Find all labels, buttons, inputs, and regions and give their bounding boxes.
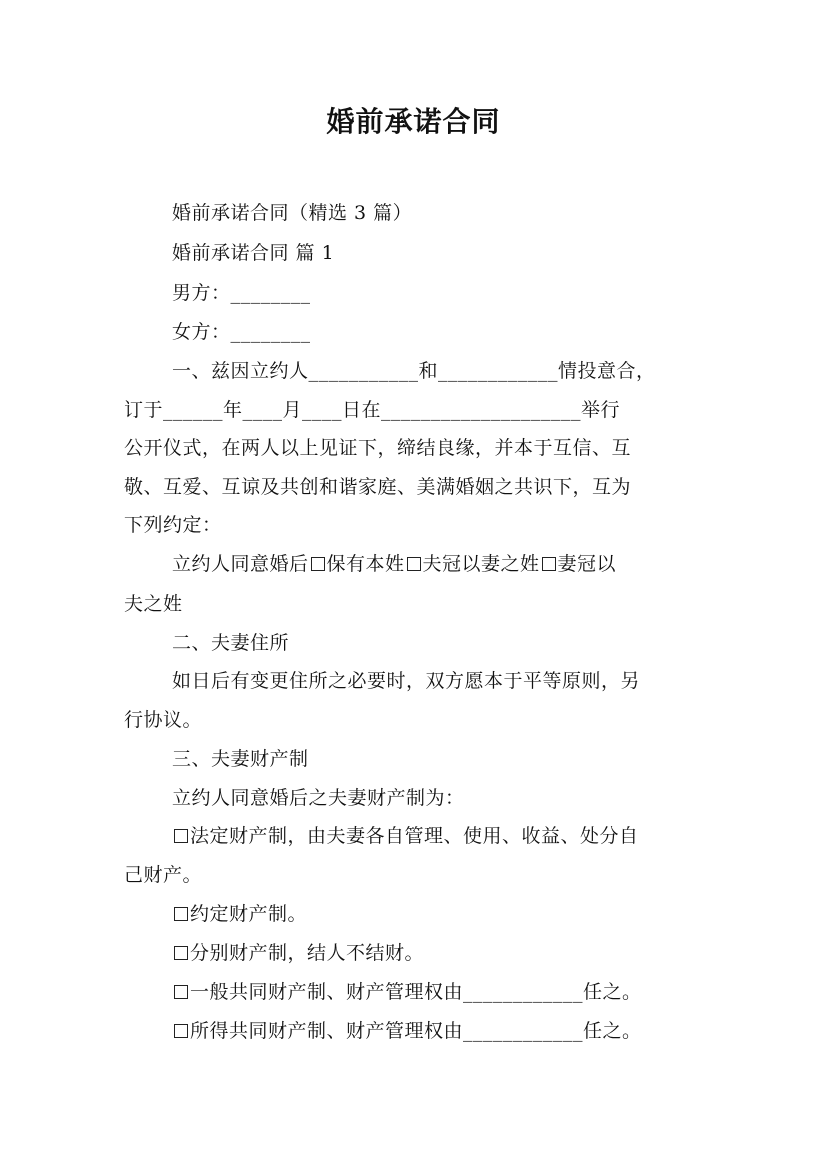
- male-party-line: 男方：________: [172, 282, 311, 304]
- property-option: [172, 821, 639, 848]
- checkbox[interactable]: [542, 557, 556, 571]
- checkbox[interactable]: [174, 1024, 188, 1038]
- property-option: [172, 1016, 642, 1043]
- paragraph-line: 一、兹因立约人___________和____________情投意合，: [172, 360, 656, 382]
- paragraph-line: 下列约定：: [124, 514, 222, 536]
- section-heading: 三、夫妻财产制: [172, 748, 309, 770]
- checkbox[interactable]: [174, 907, 188, 921]
- option-label: 约定财产制。: [190, 903, 308, 925]
- property-option: [172, 977, 642, 1004]
- checkbox[interactable]: [407, 557, 421, 571]
- paragraph-line: 订于______年____月____日在____________________举行: [124, 399, 621, 421]
- female-party-line: 女方：________: [172, 321, 311, 343]
- paragraph-line: 敬、互爱、互谅及共创和谐家庭、美满婚姻之共识下，互为: [124, 476, 632, 498]
- option-label: 夫冠以妻之姓: [422, 553, 540, 575]
- section-heading: 二、夫妻住所: [172, 632, 290, 654]
- option-label: 所得共同财产制、财产管理权由____________任之。: [190, 1020, 642, 1042]
- option-label: 分别财产制，结人不结财。: [190, 942, 425, 964]
- option-label: 法定财产制，由夫妻各自管理、使用、收益、处分自: [190, 825, 639, 847]
- paragraph-line: 公开仪式，在两人以上见证下，缔结良缘，并本于互信、互: [124, 437, 632, 459]
- surname-option-line: [172, 549, 616, 576]
- subtitle: 婚前承诺合同（精选 3 篇）: [172, 202, 413, 224]
- paragraph-line: 夫之姓: [124, 593, 183, 615]
- option-label: 保有本姓: [326, 553, 405, 575]
- checkbox[interactable]: [311, 557, 325, 571]
- option-label: 妻冠以: [557, 553, 617, 575]
- section-heading: 婚前承诺合同 篇 1: [172, 242, 335, 264]
- paragraph-line: 如日后有变更住所之必要时，双方愿本于平等原则，另: [172, 670, 641, 692]
- paragraph-line: 行协议。: [124, 709, 203, 731]
- checkbox[interactable]: [174, 829, 188, 843]
- checkbox[interactable]: [174, 946, 188, 960]
- property-option: [172, 899, 307, 926]
- property-option: [172, 938, 424, 965]
- option-label: 立约人同意婚后: [172, 553, 309, 575]
- paragraph-line: 立约人同意婚后之夫妻财产制为：: [172, 787, 465, 809]
- document-title: 婚前承诺合同: [326, 105, 501, 138]
- paragraph-line: 己财产。: [124, 864, 203, 886]
- checkbox[interactable]: [174, 985, 188, 999]
- option-label: 一般共同财产制、财产管理权由____________任之。: [190, 981, 642, 1003]
